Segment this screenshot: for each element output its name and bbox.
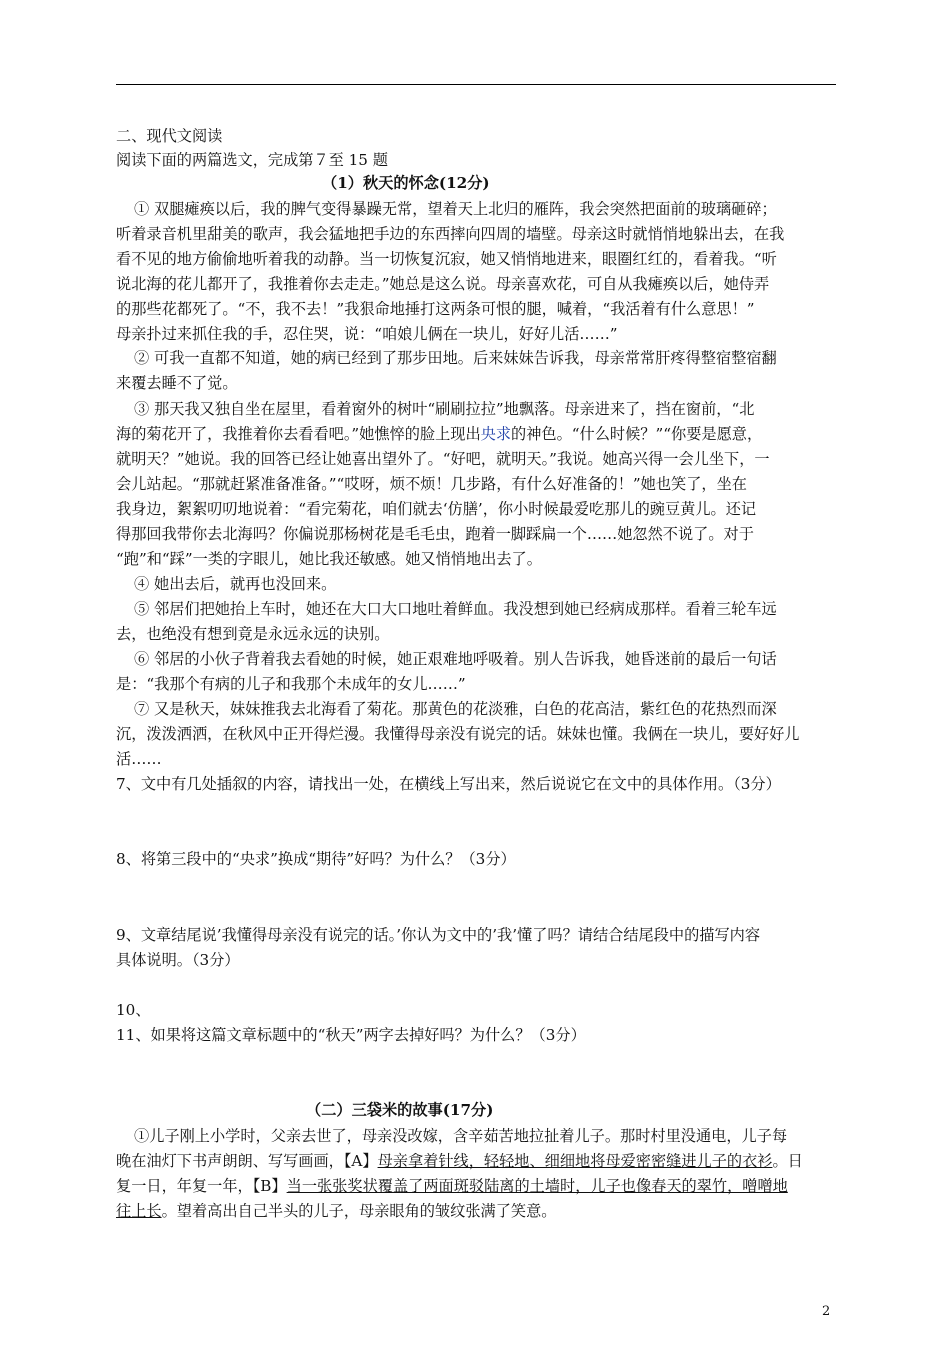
underlined-sentence-b: 当一张张奖状覆盖了两面斑驳陆离的土墙时，儿子也像春天的翠竹，噌噌地 <box>286 1177 788 1195</box>
p1-line: ④ 她出去后，就再也没回来。 <box>134 575 337 593</box>
p1-line: 得那回我带你去北海吗？你偏说那杨树花是毛毛虫，跑着一脚踩扁一个……她忽然不说了。对于 <box>116 525 754 543</box>
reading-instruction: 阅读下面的两篇选文，完成第７至 15 题 <box>116 151 388 169</box>
p1-line: 的那些花都死了。“不，我不去！”我狠命地捶打这两条可恨的腿，喊着，“我活着有什么意思！” <box>116 300 755 318</box>
question-9-cont: 具体说明。（3分） <box>116 951 240 969</box>
p1-line: 母亲扑过来抓住我的手，忍住哭，说：“咱娘儿俩在一块儿，好好儿活……” <box>116 325 618 343</box>
p1-line: ⑤ 邻居们把她抬上车时，她还在大口大口地吐着鲜血。我没想到她已经病成那样。看着三轮车远 <box>134 600 777 618</box>
question-9: 9、文章结尾说’我懂得母亲没有说完的话。’你认为文中的’我’懂了吗？请结合结尾段中的描写内容 <box>116 926 761 944</box>
underlined-sentence-b-cont: 往上长 <box>116 1202 162 1220</box>
marker-a: 【A】 <box>343 1152 378 1170</box>
p2-line <box>116 1149 838 1173</box>
p1-line: 是：“我那个有病的儿子和我那个未成年的女儿……” <box>116 675 466 693</box>
p2-text: 。日 <box>772 1152 803 1170</box>
header-rule <box>116 84 836 85</box>
p1-line: 说北海的花儿都开了，我推着你去走走。”她总是这么说。母亲喜欢花，可自从我瘫痪以后，她侍弄 <box>116 275 770 293</box>
p1-text: 的神色。“什么时候？”“你要是愿意， <box>511 425 763 443</box>
p2-text: 。望着高出自己半头的儿子，母亲眼角的皱纹张满了笑意。 <box>161 1202 557 1220</box>
p1-line: 听着录音机里甜美的歌声，我会猛地把手边的东西摔向四周的墙壁。母亲这时就悄悄地躲出去，在我 <box>116 225 785 243</box>
p1-line: 会儿站起。“那就赶紧准备准备。”“哎呀，烦不烦！几步路，有什么好准备的！”她也笑了，坐在 <box>116 475 747 493</box>
p2-text: 晚在油灯下书声朗朗、写写画画， <box>116 1152 344 1170</box>
p1-line: 就明天？”她说。我的回答已经让她喜出望外了。“好吧，就明天。”我说。她高兴得一会儿坐下，一 <box>116 450 770 468</box>
p1-line <box>116 422 838 446</box>
p1-line: 沉，泼泼洒洒，在秋风中正开得烂漫。我懂得母亲没有说完的话。妹妹也懂。我俩在一块儿，要好好儿 <box>116 725 800 743</box>
marker-b: 【B】 <box>252 1177 287 1195</box>
p1-line: ⑥ 邻居的小伙子背着我去看她的时候，她正艰难地呼吸着。别人告诉我，她昏迷前的最后一句话 <box>134 650 777 668</box>
underlined-sentence-a: 母亲拿着针线，轻轻地、细细地将母爱密密缝进儿子的衣衫 <box>377 1152 773 1170</box>
p1-line: 活…… <box>116 750 162 768</box>
question-11: 11、如果将这篇文章标题中的“秋天”两字去掉好吗？为什么？（3分） <box>116 1026 586 1044</box>
p2-line: ①儿子刚上小学时，父亲去世了，母亲没改嫁，含辛茹苦地拉扯着儿子。那时村里没通电，儿子每 <box>134 1127 788 1145</box>
p1-line: ① 双腿瘫痪以后，我的脾气变得暴躁无常，望着天上北归的雁阵，我会突然把面前的玻璃砸碎； <box>134 200 777 218</box>
highlighted-word-yangqiu: 央求 <box>480 425 512 443</box>
page-number: 2 <box>822 1304 831 1319</box>
p1-line: “跑”和“踩”一类的字眼儿，她比我还敏感。她又悄悄地出去了。 <box>116 550 542 568</box>
p1-line: 来覆去睡不了觉。 <box>116 374 238 392</box>
passage2-title: （二）三袋米的故事(17分) <box>306 1101 494 1119</box>
p2-line <box>116 1174 838 1198</box>
p1-line: ③ 那天我又独自坐在屋里，看着窗外的树叶“刷刷拉拉”地飘落。母亲进来了，挡在窗前，“北 <box>134 400 755 418</box>
p2-text: 复一日，年复一年， <box>116 1177 253 1195</box>
p1-line: 去，也绝没有想到竟是永远永远的诀别。 <box>116 625 390 643</box>
p1-text: 海的菊花开了，我推着你去看看吧。”她憔悴的脸上现出 <box>116 425 481 443</box>
p1-line: 看不见的地方偷偷地听着我的动静。当一切恢复沉寂，她又悄悄地进来，眼圈红红的，看着我。“听 <box>116 250 777 268</box>
p1-line: 我身边，絮絮叨叨地说着：“看完菊花，咱们就去‘仿膳’，你小时候最爱吃那儿的豌豆黄儿。还记 <box>116 500 757 518</box>
p1-line: ② 可我一直都不知道，她的病已经到了那步田地。后来妹妹告诉我，母亲常常肝疼得整宿整宿翻 <box>134 349 777 367</box>
question-7: 7、文中有几处插叙的内容，请找出一处，在横线上写出来，然后说说它在文中的具体作用。（3分） <box>116 775 781 793</box>
p1-line: ⑦ 又是秋天，妹妹推我去北海看了菊花。那黄色的花淡雅，白色的花高洁，紫红色的花热烈而深 <box>134 700 777 718</box>
section-heading: 二、现代文阅读 <box>116 127 223 145</box>
question-8: 8、将第三段中的“央求”换成“期待”好吗？为什么？（3分） <box>116 850 516 868</box>
passage1-title: （1）秋天的怀念(12分) <box>322 174 490 192</box>
p2-line <box>116 1199 838 1223</box>
question-10: 10、 <box>116 1001 151 1019</box>
